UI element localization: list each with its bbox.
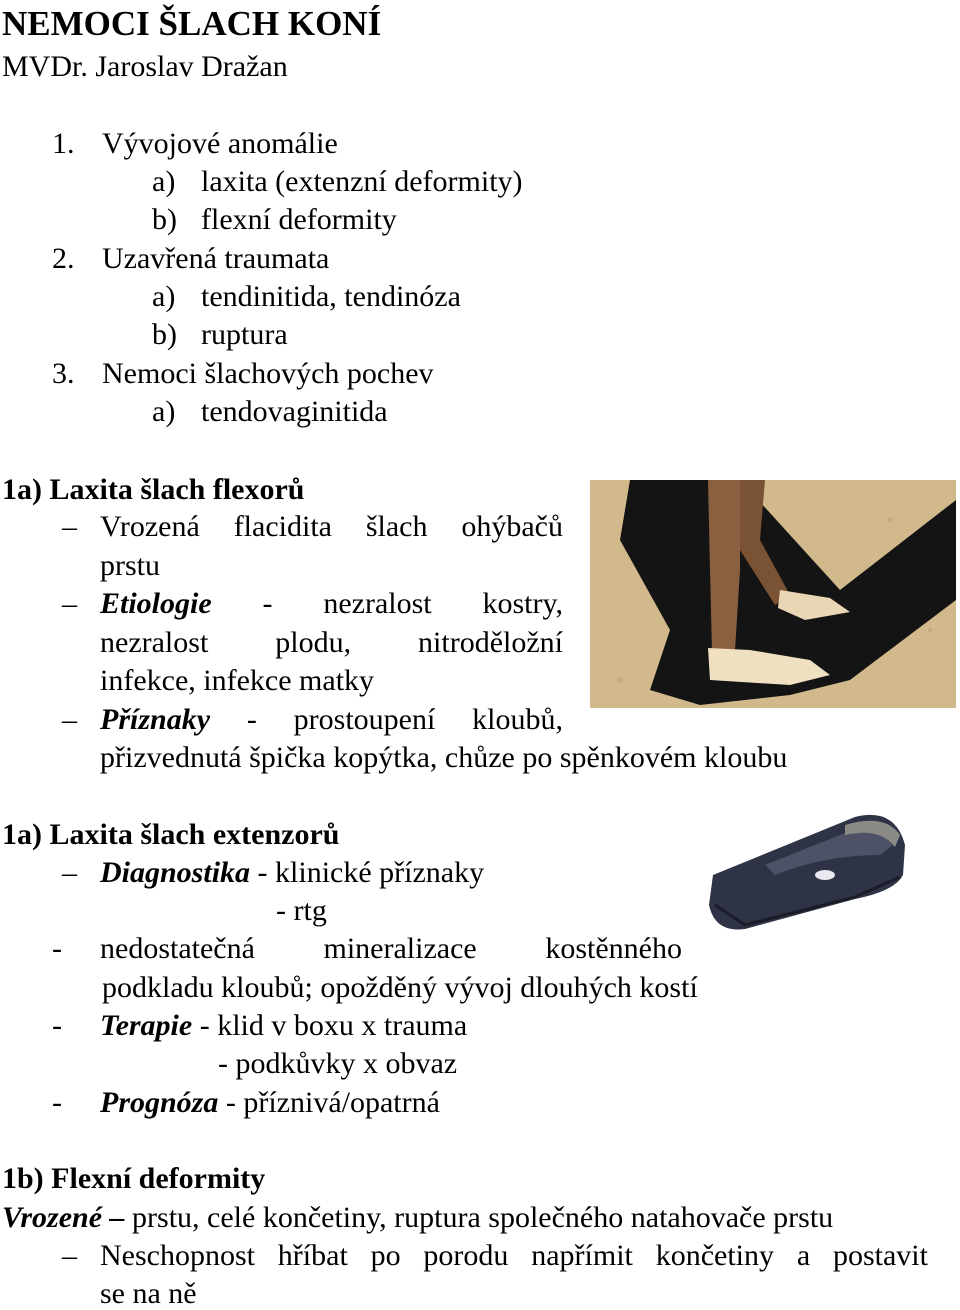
outline-letter: a) bbox=[152, 395, 176, 428]
vrozene-line: Vrozené – prstu, celé končetiny, ruptura společného natahovače prstu bbox=[2, 1201, 834, 1234]
terapie-label: Terapie bbox=[100, 1009, 193, 1042]
bullet-dash: – bbox=[62, 510, 77, 543]
bullet-dash: – bbox=[62, 703, 77, 736]
outline-letter: a) bbox=[152, 165, 176, 198]
outline-number: 1. bbox=[52, 127, 75, 160]
bullet-dash: – bbox=[62, 587, 77, 620]
outline-letter: b) bbox=[152, 203, 177, 236]
section-heading-flexors: 1a) Laxita šlach flexorů bbox=[2, 473, 305, 506]
outline-subitem: tendovaginitida bbox=[201, 395, 388, 428]
outline-number: 3. bbox=[52, 357, 75, 390]
terapie-line: Terapie - klid v boxu x trauma bbox=[100, 1009, 468, 1042]
outline-number: 2. bbox=[52, 242, 75, 275]
outline-subitem: tendinitida, tendinóza bbox=[201, 280, 461, 313]
leg-shape bbox=[708, 480, 740, 652]
foal-legs-photo bbox=[590, 480, 956, 708]
diagnostika-line: Diagnostika - klinické příznaky bbox=[100, 856, 485, 889]
outline-letter: b) bbox=[152, 318, 177, 351]
bullet-dash: – bbox=[62, 856, 77, 889]
outline-letter: a) bbox=[152, 280, 176, 313]
flexors-bullet-1-line-1: Vrozená flacidita šlach ohýbačů bbox=[100, 510, 563, 543]
section-heading-flexion: 1b) Flexní deformity bbox=[2, 1162, 266, 1195]
hoof-extension-shoe-image bbox=[705, 805, 910, 935]
flexors-bullet-3-line-1: Příznaky - prostoupení kloubů, bbox=[100, 703, 563, 736]
bullet-hyphen: - bbox=[52, 1009, 62, 1042]
vrozene-label: Vrozené – bbox=[2, 1201, 125, 1234]
bullet-dash: – bbox=[62, 1239, 77, 1272]
outline-subitem: flexní deformity bbox=[201, 203, 397, 236]
prognoza-line: Prognóza - příznivá/opatrná bbox=[100, 1086, 440, 1119]
section-heading-extensors: 1a) Laxita šlach extenzorů bbox=[2, 818, 340, 851]
outline-subitem: ruptura bbox=[201, 318, 288, 351]
etiologie-label: Etiologie bbox=[100, 587, 212, 620]
flexors-bullet-3-line-2: přizvednutá špička kopýtka, chůze po spěnkovém kloubu bbox=[100, 741, 788, 774]
flexion-bullet-line-2: se na ně bbox=[100, 1277, 197, 1310]
priznaky-label: Příznaky bbox=[100, 703, 211, 736]
author: MVDr. Jaroslav Dražan bbox=[2, 50, 288, 83]
flexors-bullet-1-line-2: prstu bbox=[100, 549, 160, 582]
shoe-hole bbox=[815, 870, 835, 880]
bullet-hyphen: - bbox=[52, 1086, 62, 1119]
terapie-line-2: - podkůvky x obvaz bbox=[218, 1047, 458, 1080]
outline-item: Uzavřená traumata bbox=[102, 242, 330, 275]
flexors-bullet-2-line-2: nezralost plodu, nitroděložní bbox=[100, 626, 563, 659]
diagnostika-label: Diagnostika bbox=[100, 856, 251, 889]
flexors-bullet-2-line-1: Etiologie - nezralost kostry, bbox=[100, 587, 563, 620]
diagnostika-rtg: - rtg bbox=[276, 894, 327, 927]
outline-item: Vývojové anomálie bbox=[102, 127, 338, 160]
flexion-bullet-line-1: Neschopnost hříbat po porodu napřímit končetiny a postavit bbox=[100, 1239, 928, 1272]
bullet-hyphen: - bbox=[52, 932, 62, 965]
outline-subitem: laxita (extenzní deformity) bbox=[201, 165, 523, 198]
mineralizace-line-1: nedostatečná mineralizace kostěnného bbox=[100, 932, 682, 965]
prognoza-label: Prognóza bbox=[100, 1086, 219, 1119]
outline-item: Nemoci šlachových pochev bbox=[102, 357, 434, 390]
flexors-bullet-2-line-3: infekce, infekce matky bbox=[100, 664, 375, 697]
page-title: NEMOCI ŠLACH KONÍ bbox=[2, 4, 382, 43]
mineralizace-line-2: podkladu kloubů; opožděný vývoj dlouhých kostí bbox=[102, 971, 698, 1004]
